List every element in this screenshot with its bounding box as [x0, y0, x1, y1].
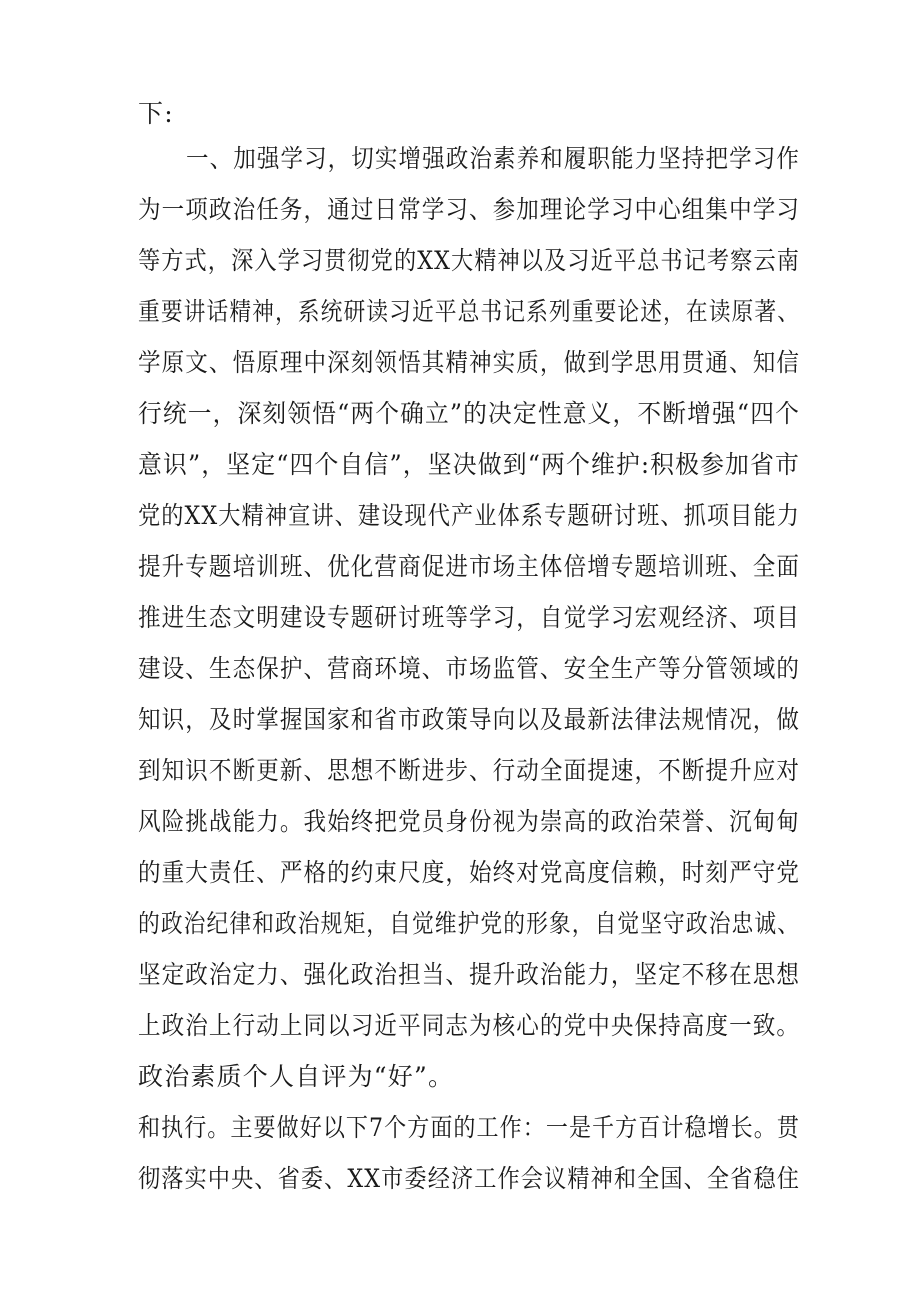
text-line-6: 学原文、悟原理中深刻领悟其精神实质，做到学思用贯通、知信	[138, 348, 801, 377]
text-line-16: 的重大责任、严格的约束尺度，始终对党高度信赖，时刻严守党	[138, 858, 801, 887]
text-line-19: 上政治上行动上同以习近平同志为核心的党中央保持高度一致。	[138, 1011, 801, 1040]
text-line-20: 政治素质个人自评为“好”。	[138, 1062, 455, 1091]
text-line-9: 党的XX大精神宣讲、建设现代产业体系专题研讨班、抓项目能力	[138, 501, 800, 530]
text-line-7: 行统一，深刻领悟“两个确立”的决定性意义，不断增强“四个	[138, 399, 800, 428]
text-line-21: 和执行。主要做好以下7个方面的工作：一是千方百计稳增长。贯	[138, 1113, 800, 1142]
text-line-3: 为一项政治任务，通过日常学习、参加理论学习中心组集中学习	[138, 195, 801, 224]
text-line-14: 到知识不断更新、思想不断进步、行动全面提速，不断提升应对	[138, 756, 801, 785]
text-line-13: 知识，及时掌握国家和省市政策导向以及最新法律法规情况，做	[138, 705, 801, 734]
text-line-15: 风险挑战能力。我始终把党员身份视为崇高的政治荣誉、沉甸甸	[138, 807, 801, 836]
text-line-22: 彻落实中央、省委、XX市委经济工作会议精神和全国、全省稳住	[138, 1164, 800, 1193]
text-line-12: 建设、生态保护、营商环境、市场监管、安全生产等分管领域的	[138, 654, 801, 683]
text-line-8: 意识”，坚定“四个自信”，坚决做到“两个维护:积极参加省市	[138, 450, 801, 479]
text-line-17: 的政治纪律和政治规矩，自觉维护党的形象，自觉坚守政治忠诚、	[138, 909, 801, 938]
text-line-18: 坚定政治定力、强化政治担当、提升政治能力，坚定不移在思想	[138, 960, 801, 989]
text-line-2: 一、加强学习，切实增强政治素养和履职能力坚持把学习作	[186, 144, 800, 173]
text-line-1: 下:	[138, 99, 174, 128]
text-line-10: 提升专题培训班、优化营商促进市场主体倍增专题培训班、全面	[138, 552, 801, 581]
text-line-11: 推进生态文明建设专题研讨班等学习，自觉学习宏观经济、项目	[138, 603, 801, 632]
text-line-4: 等方式，深入学习贯彻党的XX大精神以及习近平总书记考察云南	[138, 246, 800, 275]
text-line-5: 重要讲话精神，系统研读习近平总书记系列重要论述，在读原著、	[138, 297, 801, 326]
